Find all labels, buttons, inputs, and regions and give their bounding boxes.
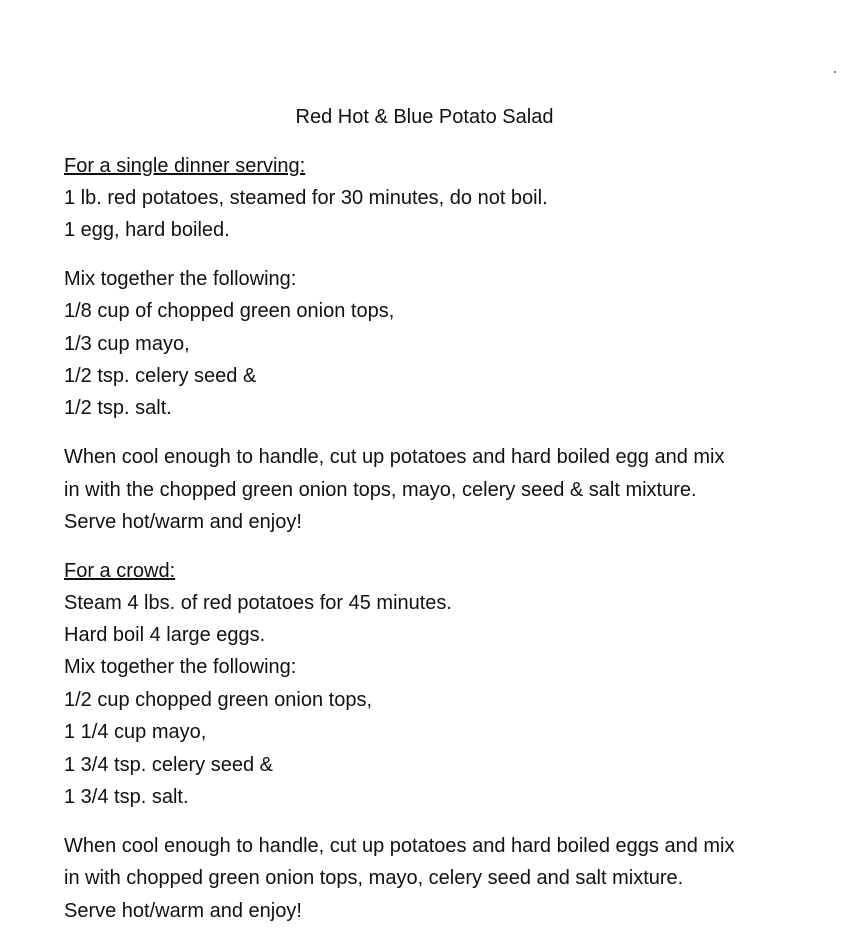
scan-speck xyxy=(834,71,836,73)
crowd-step-line: Hard boil 4 large eggs. xyxy=(64,624,266,646)
crowd-step-line: Steam 4 lbs. of red potatoes for 45 minutes. xyxy=(64,592,452,614)
recipe-title: Red Hot & Blue Potato Salad xyxy=(295,106,554,128)
single-mix-line: 1/2 tsp. salt. xyxy=(64,397,172,419)
crowd-mix-intro: Mix together the following: xyxy=(64,656,297,678)
crowd-instruction-line: Serve hot/warm and enjoy! xyxy=(64,900,302,922)
single-mix-line: 1/8 cup of chopped green onion tops, xyxy=(64,300,395,322)
single-mix-line: 1/2 tsp. celery seed & xyxy=(64,365,257,387)
crowd-mix-line: 1 1/4 cup mayo, xyxy=(64,721,207,743)
single-mix-intro: Mix together the following: xyxy=(64,268,297,290)
crowd-mix-line: 1 3/4 tsp. salt. xyxy=(64,786,189,808)
crowd-instruction-line: When cool enough to handle, cut up potatoes and hard boiled eggs and mix xyxy=(64,835,735,857)
crowd-mix-line: 1/2 cup chopped green onion tops, xyxy=(64,689,373,711)
crowd-instruction-line: in with chopped green onion tops, mayo, celery seed and salt mixture. xyxy=(64,867,684,889)
single-serving-heading: For a single dinner serving: xyxy=(64,155,306,177)
single-ingredient-line: 1 lb. red potatoes, steamed for 30 minutes, do not boil. xyxy=(64,187,548,209)
single-ingredient-line: 1 egg, hard boiled. xyxy=(64,219,230,241)
single-mix-line: 1/3 cup mayo, xyxy=(64,333,190,355)
single-instruction-line: When cool enough to handle, cut up potatoes and hard boiled egg and mix xyxy=(64,446,725,468)
single-instruction-line: Serve hot/warm and enjoy! xyxy=(64,511,302,533)
crowd-mix-line: 1 3/4 tsp. celery seed & xyxy=(64,754,274,776)
crowd-heading: For a crowd: xyxy=(64,560,176,582)
single-instruction-line: in with the chopped green onion tops, mayo, celery seed & salt mixture. xyxy=(64,479,697,501)
